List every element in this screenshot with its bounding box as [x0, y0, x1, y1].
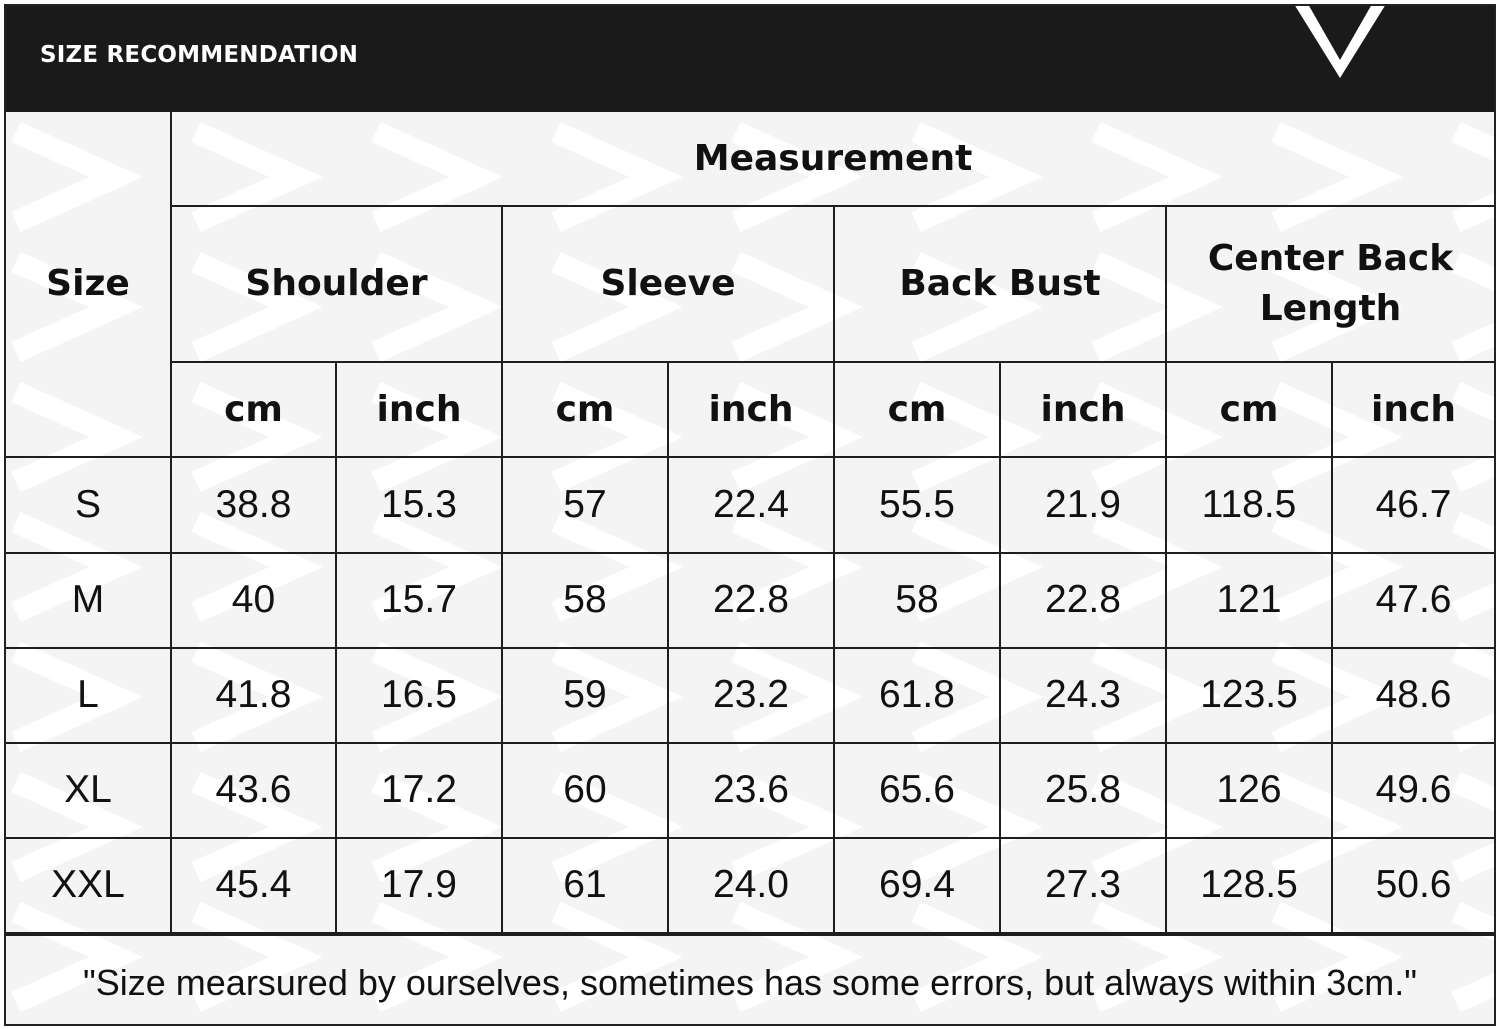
unit-header: cm [1166, 362, 1332, 457]
size-cell: S [6, 457, 171, 552]
value-cell: 60 [502, 743, 668, 838]
unit-header: inch [336, 362, 502, 457]
value-cell: 16.5 [336, 648, 502, 743]
value-cell: 61.8 [834, 648, 1000, 743]
value-cell: 15.7 [336, 553, 502, 648]
value-cell: 57 [502, 457, 668, 552]
value-cell: 123.5 [1166, 648, 1332, 743]
value-cell: 22.4 [668, 457, 834, 552]
value-cell: 49.6 [1332, 743, 1494, 838]
size-cell: M [6, 553, 171, 648]
value-cell: 65.6 [834, 743, 1000, 838]
header-bar [6, 6, 1494, 112]
value-cell: 59 [502, 648, 668, 743]
back-bust-header: Back Bust [834, 206, 1166, 362]
value-cell: 48.6 [1332, 648, 1494, 743]
size-cell: XL [6, 743, 171, 838]
center-back-length-header: Center Back Length [1166, 206, 1494, 362]
value-cell: 17.9 [336, 838, 502, 933]
value-cell: 61 [502, 838, 668, 933]
unit-header: inch [1000, 362, 1166, 457]
measurement-group-header: Measurement [171, 112, 1494, 206]
value-cell: 43.6 [171, 743, 336, 838]
value-cell: 25.8 [1000, 743, 1166, 838]
shoulder-header: Shoulder [171, 206, 502, 362]
value-cell: 128.5 [1166, 838, 1332, 933]
unit-header: inch [1332, 362, 1494, 457]
value-cell: 21.9 [1000, 457, 1166, 552]
chevron-down-icon [1294, 4, 1386, 78]
value-cell: 55.5 [834, 457, 1000, 552]
size-cell: XXL [6, 838, 171, 933]
disclaimer-note: "Size mearsured by ourselves, sometimes has some errors, but always within 3cm." [6, 934, 1494, 1026]
value-cell: 41.8 [171, 648, 336, 743]
size-table [6, 112, 1494, 934]
size-chart-card [4, 4, 1496, 1026]
value-cell: 22.8 [1000, 553, 1166, 648]
unit-header: cm [834, 362, 1000, 457]
unit-header: cm [502, 362, 668, 457]
value-cell: 118.5 [1166, 457, 1332, 552]
value-cell: 38.8 [171, 457, 336, 552]
value-cell: 69.4 [834, 838, 1000, 933]
value-cell: 15.3 [336, 457, 502, 552]
table-row [6, 457, 1494, 552]
unit-header: inch [668, 362, 834, 457]
sleeve-header: Sleeve [502, 206, 834, 362]
value-cell: 58 [834, 553, 1000, 648]
value-cell: 45.4 [171, 838, 336, 933]
value-cell: 58 [502, 553, 668, 648]
size-cell: L [6, 648, 171, 743]
value-cell: 50.6 [1332, 838, 1494, 933]
value-cell: 24.3 [1000, 648, 1166, 743]
value-cell: 126 [1166, 743, 1332, 838]
value-cell: 22.8 [668, 553, 834, 648]
value-cell: 47.6 [1332, 553, 1494, 648]
unit-header: cm [171, 362, 336, 457]
value-cell: 23.6 [668, 743, 834, 838]
table-row [6, 838, 1494, 933]
value-cell: 121 [1166, 553, 1332, 648]
value-cell: 23.2 [668, 648, 834, 743]
table-row [6, 743, 1494, 838]
header-title: SIZE RECOMMENDATION [40, 42, 359, 68]
table-row [6, 553, 1494, 648]
table-row [6, 648, 1494, 743]
value-cell: 46.7 [1332, 457, 1494, 552]
value-cell: 24.0 [668, 838, 834, 933]
value-cell: 17.2 [336, 743, 502, 838]
size-column-header: Size [6, 112, 171, 457]
value-cell: 40 [171, 553, 336, 648]
value-cell: 27.3 [1000, 838, 1166, 933]
